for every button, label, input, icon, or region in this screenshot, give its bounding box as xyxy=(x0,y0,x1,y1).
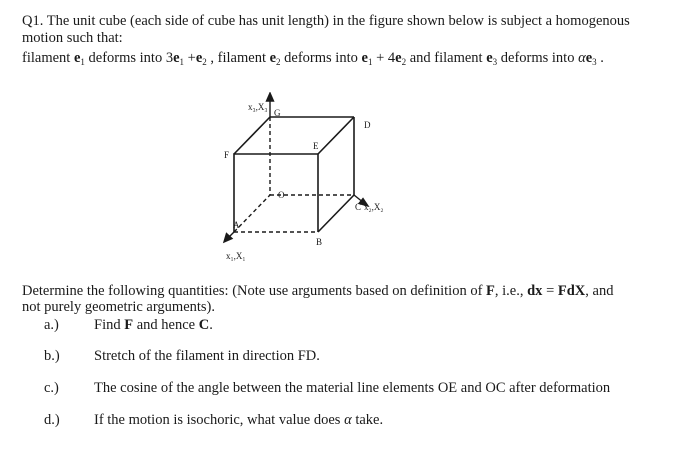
instruction-line-2: not purely geometric arguments). xyxy=(22,299,216,315)
label-G: G xyxy=(274,108,281,118)
question-c: c.) The cosine of the angle between the material line elements OE and OC after deformation xyxy=(44,380,611,396)
unit-cube-figure xyxy=(212,92,432,270)
cube-front-face xyxy=(234,154,318,232)
cube-edge-ED xyxy=(318,117,354,154)
question-b: b.) Stretch of the filament in direction FD. xyxy=(44,348,320,364)
label-axis2: x₂,X₂ xyxy=(364,202,384,212)
label-axis3: x₃,X₃ xyxy=(248,102,268,112)
cube-edge-FG xyxy=(234,117,270,154)
cube-edge-BC xyxy=(318,195,354,232)
label-B: B xyxy=(316,237,323,247)
problem-heading-cont: motion such that: xyxy=(22,30,123,46)
label-O: O xyxy=(278,190,285,200)
label-F: F xyxy=(224,150,230,160)
axis-x3-arrow xyxy=(267,93,274,101)
question-a: a.) Find F and hence C. xyxy=(44,317,213,333)
label-D: D xyxy=(364,120,371,130)
label-A: A xyxy=(233,220,240,230)
question-d: d.) If the motion is isochoric, what value does α take. xyxy=(44,412,384,428)
label-C: C xyxy=(355,202,362,212)
instruction-line-1: Determine the following quantities: (Note use arguments based on definition of F, i.e., dx = FdX, and xyxy=(22,283,614,299)
label-axis1: x₁,X₁ xyxy=(226,251,246,261)
label-E: E xyxy=(313,141,319,151)
problem-heading: Q1. The unit cube (each side of cube has unit length) in the figure shown below is subject a homogenous xyxy=(22,13,630,29)
problem-statement: filament $e_1$ deforms into $3e_1 +e_2$ , filament $e_2$ deforms into $e_1 + 4e_2$ and filament $e_3$ deforms into $\alpha e_3$ . xyxy=(22,50,604,67)
